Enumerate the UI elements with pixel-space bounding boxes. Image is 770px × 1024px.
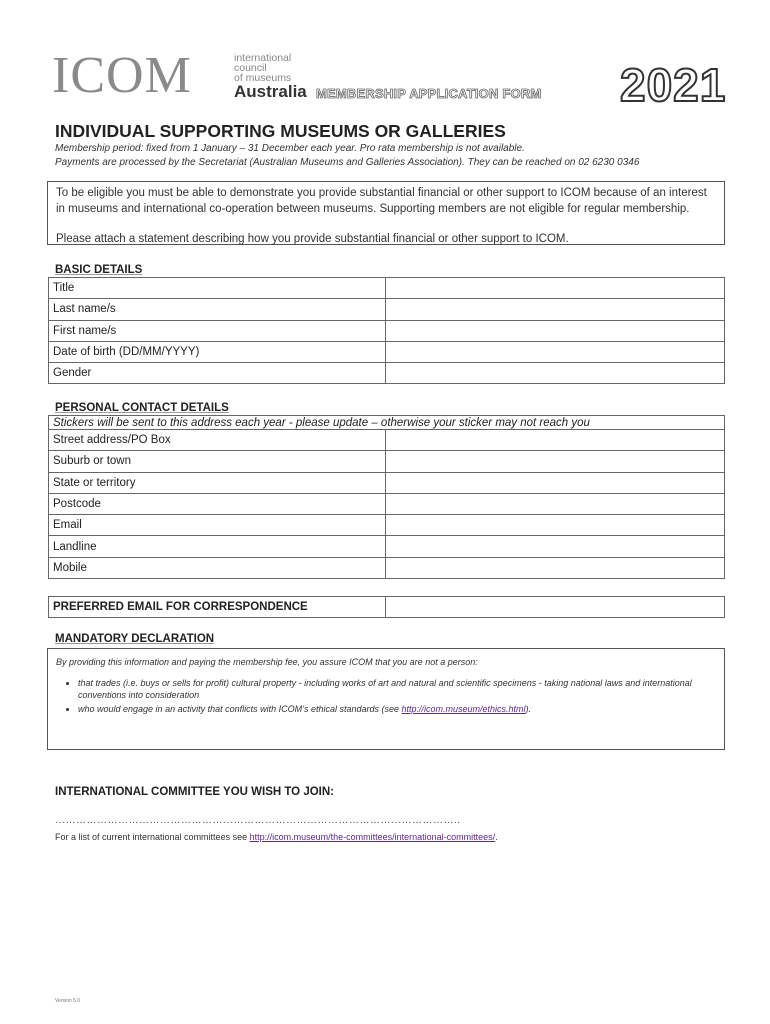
contact-field-label: State or territory <box>49 472 386 493</box>
contact-field-label: Suburb or town <box>49 451 386 472</box>
form-year: 2021 <box>620 59 727 111</box>
contact-field-row <box>49 451 725 472</box>
contact-field-label: Landline <box>49 536 386 557</box>
contact-details-table <box>48 415 725 579</box>
form-title: MEMBERSHIP APPLICATION FORM <box>316 86 542 101</box>
basic-field-row <box>49 363 725 384</box>
preferred-email-table <box>48 596 725 618</box>
contact-field-label: Mobile <box>49 557 386 578</box>
ethics-link[interactable]: http://icom.museum/ethics.html <box>401 704 526 714</box>
declaration-list <box>56 677 716 715</box>
contact-field-input[interactable] <box>386 451 725 472</box>
version-label: Version 5.0 <box>55 998 81 1004</box>
basic-field-row <box>49 299 725 320</box>
international-committee-heading: INTERNATIONAL COMMITTEE YOU WISH TO JOIN: <box>55 786 334 798</box>
committees-link[interactable]: http://icom.museum/the-committees/international-committees/ <box>249 832 496 842</box>
basic-field-input[interactable] <box>386 363 725 384</box>
basic-field-input[interactable] <box>386 299 725 320</box>
membership-period-note: Membership period: fixed from 1 January – 31 December each year. Pro rata membership is not available. <box>55 143 525 154</box>
contact-details-heading: PERSONAL CONTACT DETAILS <box>55 402 229 414</box>
basic-field-input[interactable] <box>386 341 725 362</box>
contact-field-row <box>49 536 725 557</box>
basic-field-input[interactable] <box>386 320 725 341</box>
basic-details-table <box>48 277 725 384</box>
basic-field-label: Last name/s <box>49 299 386 320</box>
preferred-email-label: PREFERRED EMAIL FOR CORRESPONDENCE <box>49 597 386 618</box>
basic-field-input[interactable] <box>386 278 725 299</box>
declaration-box <box>47 648 725 750</box>
sticker-note: Stickers will be sent to this address each year - please update – otherwise your sticker may not reach you <box>49 416 725 430</box>
contact-field-input[interactable] <box>386 430 725 451</box>
committee-answer-line[interactable]: …………………………………………………………………………………………………….. <box>55 815 461 826</box>
eligibility-text: To be eligible you must be able to demonstrate you provide substantial financial or other support to ICOM because of an interest in museums and international co-operation between museums. Supporting members are not eligible for regular membership. <box>56 187 707 215</box>
basic-field-label: Gender <box>49 363 386 384</box>
contact-field-input[interactable] <box>386 557 725 578</box>
logo-subtext: international council of museums <box>234 52 292 84</box>
declaration-heading: MANDATORY DECLARATION <box>55 633 215 645</box>
statement-instruction: Please attach a statement describing how you provide substantial financial or other support to ICOM. <box>56 233 569 245</box>
basic-field-label: Title <box>49 278 386 299</box>
contact-field-label: Email <box>49 515 386 536</box>
contact-field-input[interactable] <box>386 493 725 514</box>
payment-note: Payments are processed by the Secretariat (Australian Museums and Galleries Association). They can be reached on 02 6230 0346 <box>55 157 640 168</box>
basic-field-label: Date of birth (DD/MM/YYYY) <box>49 341 386 362</box>
contact-field-row <box>49 472 725 493</box>
contact-field-input[interactable] <box>386 472 725 493</box>
basic-field-row <box>49 278 725 299</box>
declaration-intro: By providing this information and paying the membership fee, you assure ICOM that you are not a person: <box>56 657 478 667</box>
preferred-email-input[interactable] <box>386 597 725 618</box>
declaration-item-ethics: • who would engage in an activity that conflicts with ICOM’s ethical standards (see http://icom.museum/ethics.html). <box>78 703 716 715</box>
contact-field-row <box>49 430 725 451</box>
basic-field-row <box>49 341 725 362</box>
contact-field-row <box>49 557 725 578</box>
contact-field-row <box>49 493 725 514</box>
declaration-item-trading: • that trades (i.e. buys or sells for profit) cultural property - including works of art and natural and scientific specimens - taking national laws and international conventions into consideration <box>78 677 716 701</box>
icom-logo <box>52 47 312 110</box>
basic-field-row <box>49 320 725 341</box>
contact-field-label: Street address/PO Box <box>49 430 386 451</box>
basic-field-label: First name/s <box>49 320 386 341</box>
contact-field-input[interactable] <box>386 536 725 557</box>
contact-field-input[interactable] <box>386 515 725 536</box>
logo-country: Australia <box>234 82 307 101</box>
page-title: INDIVIDUAL SUPPORTING MUSEUMS OR GALLERIES <box>55 121 506 141</box>
logo-wordmark: ICOM <box>52 47 192 104</box>
basic-details-heading: BASIC DETAILS <box>55 264 143 276</box>
contact-field-row <box>49 515 725 536</box>
eligibility-box <box>47 181 725 245</box>
contact-field-label: Postcode <box>49 493 386 514</box>
committee-list-note: For a list of current international committees see http://icom.museum/the-committees/international-committees/. <box>55 832 498 842</box>
